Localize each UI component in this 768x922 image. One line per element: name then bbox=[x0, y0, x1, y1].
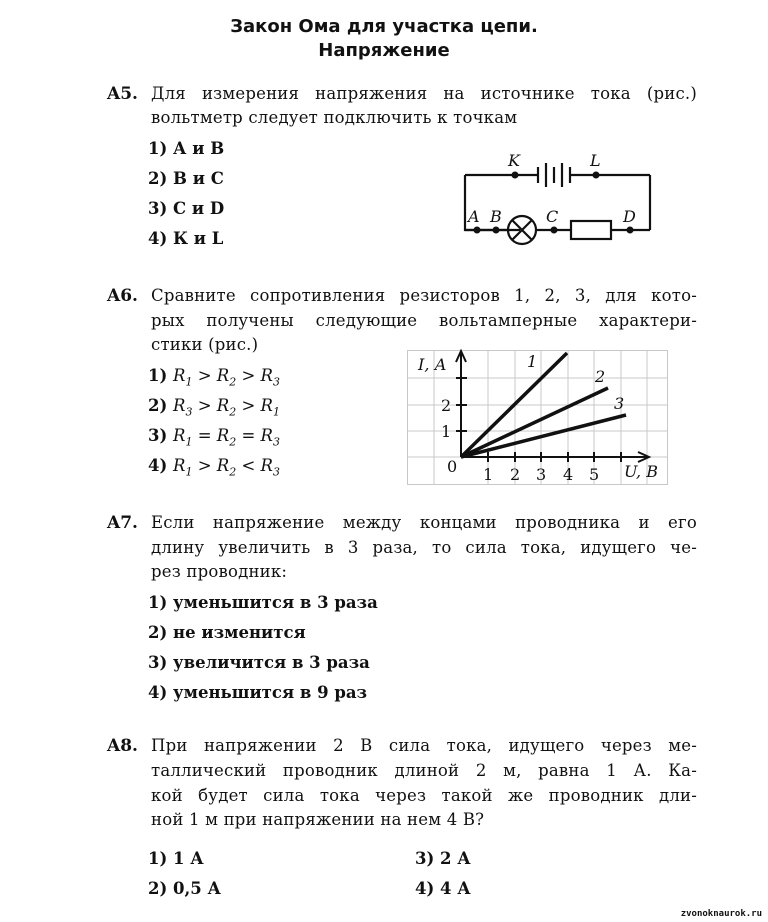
answer-option[interactable]: 1) $R_1 > R_2 > R_3$ bbox=[148, 366, 280, 389]
question-text-line: вольтметр следует подключить к точкам bbox=[151, 108, 518, 127]
answer-option[interactable] bbox=[148, 229, 223, 248]
option-text: 0,5 А bbox=[173, 879, 221, 898]
series-3-line bbox=[461, 415, 626, 457]
question-text-line: При напряжении 2 В сила тока, идущего через ме- bbox=[151, 736, 697, 755]
question-text-line: рез проводник: bbox=[151, 562, 288, 581]
answer-option[interactable] bbox=[148, 199, 224, 218]
x-tick: 4 bbox=[563, 465, 574, 484]
answer-option[interactable] bbox=[148, 593, 378, 612]
page-title: Закон Ома для участка цепи. bbox=[230, 16, 538, 37]
question-text-line: Для измерения напряжения на источнике тока (рис.) bbox=[151, 84, 697, 103]
series-2-label: 2 bbox=[595, 367, 606, 386]
y-axis-label: I, А bbox=[418, 355, 447, 374]
answer-option[interactable] bbox=[148, 169, 224, 188]
watermark: zvonoknaurok.ru bbox=[680, 909, 762, 919]
option-number: 1) bbox=[148, 593, 168, 612]
answer-option[interactable] bbox=[415, 879, 471, 898]
series-3-label: 3 bbox=[614, 394, 625, 413]
answer-option[interactable] bbox=[148, 623, 306, 642]
x-tick: 1 bbox=[483, 465, 494, 484]
option-number: 2) bbox=[148, 879, 168, 898]
question-text-line: длину увеличить в 3 раза, то сила тока, идущего че- bbox=[151, 538, 697, 557]
origin-label: 0 bbox=[447, 457, 458, 476]
option-text: 1 А bbox=[173, 849, 204, 868]
y-tick: 1 bbox=[441, 422, 452, 441]
option-number: 3) bbox=[415, 849, 435, 868]
question-text-line: Сравните сопротивления резисторов 1, 2, 3, для кото- bbox=[151, 286, 697, 305]
question-text-line: рых получены следующие вольтамперные характери- bbox=[151, 311, 697, 330]
option-number: 3) bbox=[148, 426, 168, 445]
label-d: D bbox=[623, 207, 636, 226]
option-text: С и D bbox=[173, 199, 225, 218]
option-text: уменьшится в 9 раз bbox=[173, 683, 368, 702]
answer-option[interactable] bbox=[148, 683, 367, 702]
question-number: A5. bbox=[107, 84, 138, 104]
point-k bbox=[512, 172, 519, 179]
option-text: 2 А bbox=[440, 849, 471, 868]
answer-option[interactable] bbox=[148, 139, 224, 158]
answer-option[interactable] bbox=[148, 879, 221, 898]
x-tick: 3 bbox=[536, 465, 547, 484]
series-2-line bbox=[461, 388, 608, 457]
option-text: 4 А bbox=[440, 879, 471, 898]
label-l: L bbox=[590, 151, 601, 170]
option-number: 2) bbox=[148, 396, 168, 415]
option-text: В и С bbox=[173, 169, 224, 188]
label-k: K bbox=[508, 151, 520, 170]
question-number: A8. bbox=[107, 736, 138, 756]
option-number: 4) bbox=[148, 229, 168, 248]
point-c bbox=[551, 227, 558, 234]
answer-option[interactable]: 3) $R_1 = R_2 = R_3$ bbox=[148, 426, 280, 449]
series-1-label: 1 bbox=[527, 352, 538, 371]
option-number: 2) bbox=[148, 169, 168, 188]
answer-option[interactable]: 4) $R_1 > R_2 < R_3$ bbox=[148, 456, 280, 479]
x-axis-label: U, В bbox=[624, 462, 658, 481]
option-number: 4) bbox=[148, 683, 168, 702]
answer-option[interactable]: 2) $R_3 > R_2 > R_1$ bbox=[148, 396, 280, 419]
point-a bbox=[474, 227, 481, 234]
label-b: B bbox=[490, 207, 502, 226]
option-number: 1) bbox=[148, 849, 168, 868]
question-text-line: кой будет сила тока через такой же проводник дли- bbox=[151, 786, 697, 805]
option-text: К и L bbox=[173, 229, 224, 248]
iv-chart bbox=[405, 348, 670, 488]
option-number: 3) bbox=[148, 199, 168, 218]
question-text-line: стики (рис.) bbox=[151, 335, 259, 354]
question-text-line: таллический проводник длиной 2 м, равна 1 А. Ка- bbox=[151, 761, 697, 780]
option-number: 3) bbox=[148, 653, 168, 672]
point-l bbox=[593, 172, 600, 179]
answer-option[interactable] bbox=[415, 849, 471, 868]
answer-option[interactable] bbox=[148, 653, 370, 672]
option-text: увеличится в 3 раза bbox=[173, 653, 370, 672]
question-number: A7. bbox=[107, 513, 138, 533]
option-number: 4) bbox=[415, 879, 435, 898]
option-text: уменьшится в 3 раза bbox=[173, 593, 378, 612]
question-text-line: ной 1 м при напряжении на нем 4 В? bbox=[151, 810, 485, 829]
question-number: A6. bbox=[107, 286, 138, 306]
y-tick: 2 bbox=[441, 396, 452, 415]
point-d bbox=[627, 227, 634, 234]
option-number: 1) bbox=[148, 366, 168, 385]
option-number: 4) bbox=[148, 456, 168, 475]
question-text-line: Если напряжение между концами проводника и его bbox=[151, 513, 697, 532]
option-number: 2) bbox=[148, 623, 168, 642]
point-b bbox=[493, 227, 500, 234]
option-text: не изменится bbox=[173, 623, 306, 642]
answer-option[interactable] bbox=[148, 849, 204, 868]
x-tick: 2 bbox=[510, 465, 521, 484]
option-number: 1) bbox=[148, 139, 168, 158]
circuit-diagram bbox=[450, 140, 670, 250]
option-text: А и В bbox=[173, 139, 225, 158]
label-c: C bbox=[546, 207, 559, 226]
page-subtitle: Напряжение bbox=[318, 40, 450, 61]
x-tick: 5 bbox=[589, 465, 600, 484]
label-a: A bbox=[468, 207, 480, 226]
